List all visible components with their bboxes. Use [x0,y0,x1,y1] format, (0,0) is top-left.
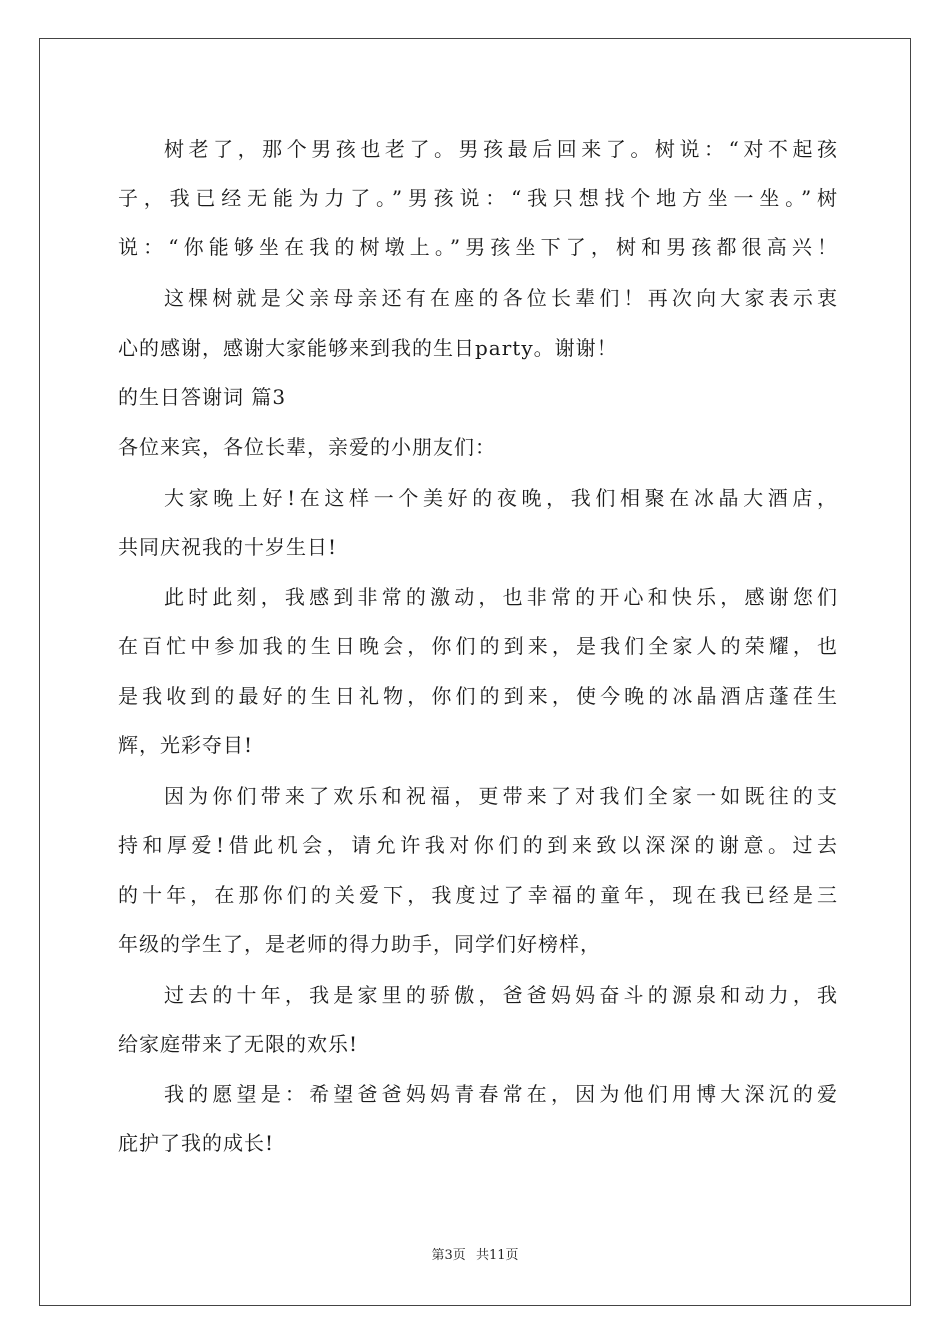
text-line: 过去的十年，我是家里的骄傲，爸爸妈妈奋斗的源泉和动力，我 [164,983,838,1007]
text-line: 这棵树就是父亲母亲还有在座的各位长辈们！再次向大家表示衷 [164,286,838,310]
text-line: 是我收到的最好的生日礼物，你们的到来，使今晚的冰晶酒店蓬荏生 [118,684,838,708]
text-line: 子，我已经无能为力了。”男孩说：“我只想找个地方坐一坐。”树 [118,186,838,210]
text-line: 大家晚上好!在这样一个美好的夜晚，我们相聚在冰晶大酒店， [164,486,838,510]
text-line: 各位来宾，各位长辈，亲爱的小朋友们： [118,435,496,459]
text-line: 树老了，那个男孩也老了。男孩最后回来了。树说：“对不起孩 [164,137,838,161]
text-line: 年级的学生了，是老师的得力助手，同学们好榜样， [118,932,601,956]
text-line: 的生日答谢词 篇3 [118,385,287,409]
page-frame [39,38,911,1306]
text-line: 心的感谢，感谢大家能够来到我的生日party。谢谢！ [118,336,618,360]
text-line: 持和厚爱!借此机会，请允许我对你们的到来致以深深的谢意。过去 [118,833,838,857]
text-line: 的十年，在那你们的关爱下，我度过了幸福的童年，现在我已经是三 [118,883,838,907]
text-line: 在百忙中参加我的生日晚会，你们的到来，是我们全家人的荣耀，也 [118,634,838,658]
text-line: 共同庆祝我的十岁生日! [118,535,338,559]
page-total: 共11页 [475,1248,519,1263]
text-line: 辉，光彩夺目! [118,733,254,757]
text-line: 庇护了我的成长! [118,1131,275,1155]
text-line: 我的愿望是：希望爸爸妈妈青春常在，因为他们用博大深沉的爱 [164,1082,838,1106]
text-line: 说：“你能够坐在我的树墩上。”男孩坐下了，树和男孩都很高兴！ [118,235,838,259]
text-line: 此时此刻，我感到非常的激动，也非常的开心和快乐，感谢您们 [164,585,838,609]
text-line: 给家庭带来了无限的欢乐! [118,1032,359,1056]
text-line: 因为你们带来了欢乐和祝福，更带来了对我们全家一如既往的支 [164,784,838,808]
page-footer [0,1248,950,1264]
page-number: 第3页 [431,1248,466,1263]
